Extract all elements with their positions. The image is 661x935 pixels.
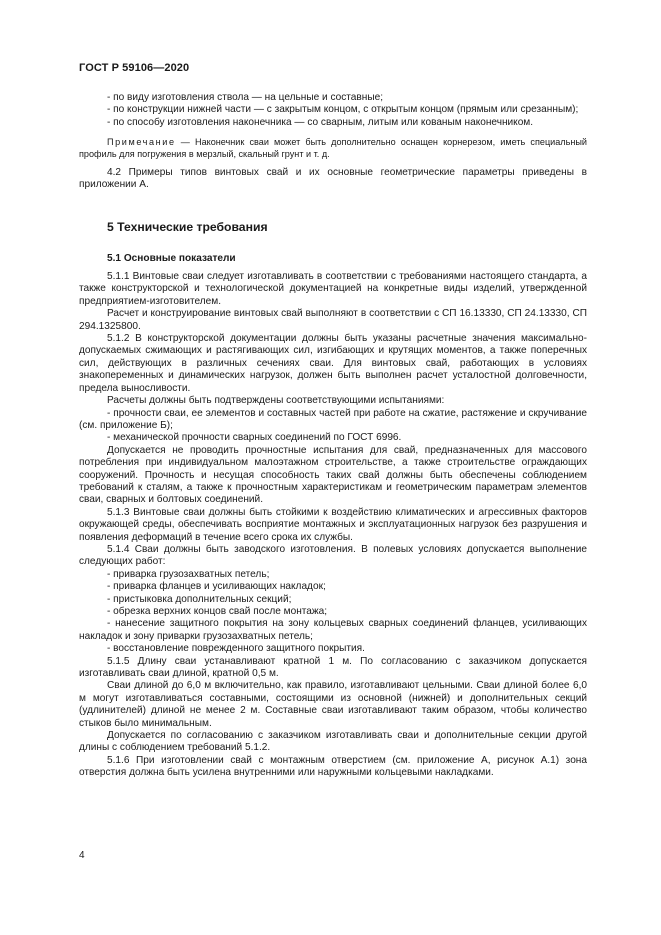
paragraph-5-1-1: 5.1.1 Винтовые сваи следует изготавливать в соответствии с требованиями настоящего стандарта, а также конструкторской и технологической документацией на конкретные виды изделий, утвержденной предприятием-изготовителем. bbox=[79, 271, 587, 307]
list-item: - прочности сваи, ее элементов и составных частей при работе на сжатие, растяжение и скручивание (см. приложение Б); bbox=[79, 407, 587, 431]
list-item: - пристыковка дополнительных секций; bbox=[107, 593, 292, 605]
section-heading: 5 Технические требования bbox=[107, 219, 268, 234]
document-code: ГОСТ Р 59106—2020 bbox=[79, 62, 190, 74]
list-item: - восстановление поврежденного защитного покрытия. bbox=[107, 643, 365, 655]
list-item: - по виду изготовления ствола — на цельные и составные; bbox=[107, 92, 383, 103]
paragraph-5-1-3: 5.1.3 Винтовые сваи должны быть стойкими к воздействию климатических и агрессивных факторов окружающей среды, обеспечивать восприятие монтажных и эксплуатационных нагрузок без разрушения и появления деформаций в течение всего срока их службы. bbox=[79, 506, 587, 543]
paragraph-allowed: Допускается не проводить прочностные испытания для свай, предназначенных для массового потребления при индивидуальном малоэтажном строительстве, а также строительстве ограждающих сооружений. Прочность и несущая способность таких свай должны быть обеспечены соблюдением требований к сталям, а также к прочностным характеристикам и геометрическим параметрам элементов сваи, сварных и болтовых соединений. bbox=[79, 444, 587, 506]
paragraph-length: Сваи длиной до 6,0 м включительно, как правило, изготавливают цельными. Сваи длиной более 6,0 м могут изготавливаться составными, состоящими из основной (нижней) и дополнительных секций (удлинителей) длиной не менее 2 м. Составные сваи изготавливают таким образом, чтобы количество стыков было минимальным. bbox=[79, 680, 587, 729]
list-item: - механической прочности сварных соединений по ГОСТ 6996. bbox=[107, 432, 402, 444]
list-item: - приварка фланцев и усиливающих накладок; bbox=[107, 581, 326, 593]
note-label: Примечание bbox=[107, 137, 176, 148]
paragraph-calc: Расчет и конструирование винтовых свай выполняют в соответствии с СП 16.13330, СП 24.13330, СП 294.1325800. bbox=[79, 308, 587, 332]
paragraph-4-2: 4.2 Примеры типов винтовых свай и их основные геометрические параметры приведены в приложении А. bbox=[79, 166, 587, 191]
list-item: - по способу изготовления наконечника — со сварным, литым или кованым наконечником. bbox=[107, 116, 534, 128]
list-item: - обрезка верхних концов свай после монтажа; bbox=[107, 606, 328, 617]
paragraph-5-1-6: 5.1.6 При изготовлении свай с монтажным отверстием (см. приложение А, рисунок А.1) зона отверстия должна быть усилена внутренними или наружными кольцевыми накладками. bbox=[79, 754, 587, 779]
note-paragraph bbox=[79, 137, 587, 160]
list-item: - приварка грузозахватных петель; bbox=[107, 568, 270, 580]
list-item: - нанесение защитного покрытия на зону кольцевых сварных соединений фланцев, усиливающих накладок и зону приварки грузозахватных петель; bbox=[79, 618, 587, 642]
list-item: - по конструкции нижней части — с закрытым концом, с открытым концом (прямым или срезанным); bbox=[107, 104, 579, 116]
subsection-heading: 5.1 Основные показатели bbox=[107, 252, 236, 264]
paragraph-5-1-5: 5.1.5 Длину сваи устанавливают кратной 1 м. По согласованию с заказчиком допускается изготавливать сваи длиной, кратной 0,5 м. bbox=[79, 655, 587, 680]
paragraph-5-1-4: 5.1.4 Сваи должны быть заводского изготовления. В полевых условиях допускается выполнение следующих работ: bbox=[79, 543, 587, 568]
paragraph-5-1-2: 5.1.2 В конструкторской документации должны быть указаны расчетные значения максимально-допускаемых сжимающих и растягивающих сил, изгибающих и крутящих моментов, а также поперечных сил, действующих в различных сечениях сваи. Для винтовых свай, работающих в условиях знакопеременных и динамических нагрузок, должен быть выполнен расчет усталостной долговечности, предела выносливости. bbox=[79, 333, 587, 394]
note-text: — Наконечник сваи может быть дополнительно оснащен корнерезом, иметь специальный профиль для погружения в мерзлый, скальный грунт и т. д. bbox=[79, 137, 587, 159]
paragraph-agree: Допускается по согласованию с заказчиком изготавливать сваи и дополнительные секции другой длины с соблюдением требований 5.1.2. bbox=[79, 730, 587, 754]
paragraph-calc-confirm: Расчеты должны быть подтверждены соответствующими испытаниями: bbox=[107, 395, 445, 407]
document-body bbox=[79, 92, 587, 780]
page-number: 4 bbox=[79, 850, 85, 861]
